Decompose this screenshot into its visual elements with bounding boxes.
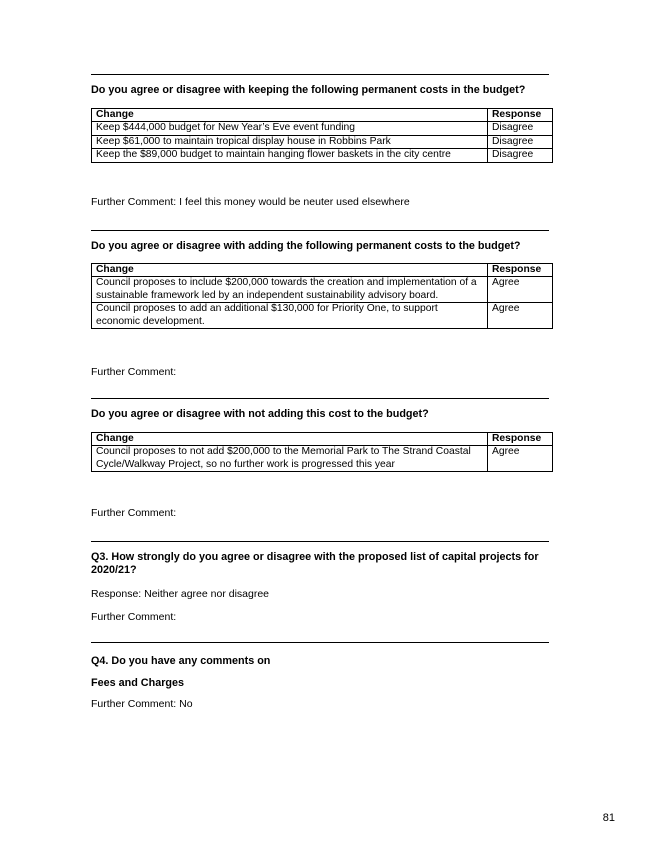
table-row — [92, 303, 553, 329]
section2-table — [91, 263, 553, 329]
response-header: Response — [488, 433, 553, 446]
section-divider — [91, 642, 549, 643]
change-cell: Council proposes to add an additional $130,000 for Priority One, to support economic development. — [92, 303, 488, 329]
table-header-row — [92, 109, 553, 122]
section-divider — [91, 541, 549, 542]
section1-comment: Further Comment: I feel this money would be neuter used elsewhere — [91, 196, 410, 208]
q4-subheading: Fees and Charges — [91, 677, 185, 689]
response-header: Response — [488, 264, 553, 277]
table-row — [92, 135, 553, 148]
table-header-row — [92, 264, 553, 277]
response-cell: Agree — [488, 303, 553, 329]
response-cell: Agree — [488, 277, 553, 303]
section-divider — [91, 230, 549, 231]
q4-question: Q4. Do you have any comments on — [91, 655, 271, 667]
section-divider — [91, 398, 549, 399]
q4-comment: Further Comment: No — [91, 698, 193, 710]
section2-question: Do you agree or disagree with adding the following permanent costs to the budget? — [91, 240, 521, 252]
page-number: 81 — [602, 812, 615, 824]
table-row — [92, 149, 553, 162]
table-header-row — [92, 433, 553, 446]
change-cell: Keep $444,000 budget for New Year’s Eve event funding — [92, 122, 488, 135]
change-header: Change — [92, 109, 488, 122]
response-cell: Agree — [488, 446, 553, 472]
section3-table — [91, 432, 553, 472]
table-row — [92, 446, 553, 472]
q3-comment: Further Comment: — [91, 611, 177, 623]
change-cell: Council proposes to not add $200,000 to the Memorial Park to The Strand Coastal Cycle/Walkway Project, so no further work is progressed this year — [92, 446, 488, 472]
section3-comment: Further Comment: — [91, 507, 177, 519]
section-divider — [91, 74, 549, 75]
section3-question: Do you agree or disagree with not adding this cost to the budget? — [91, 408, 429, 420]
section1-table — [91, 108, 553, 163]
change-cell: Council proposes to include $200,000 towards the creation and implementation of a sustainable framework led by an independent sustainability advisory board. — [92, 277, 488, 303]
q3-response: Response: Neither agree nor disagree — [91, 588, 270, 600]
change-cell: Keep the $89,000 budget to maintain hanging flower baskets in the city centre — [92, 149, 488, 162]
response-cell: Disagree — [488, 149, 553, 162]
response-header: Response — [488, 109, 553, 122]
table-row — [92, 277, 553, 303]
table-row — [92, 122, 553, 135]
section2-comment: Further Comment: — [91, 366, 177, 378]
change-cell: Keep $61,000 to maintain tropical display house in Robbins Park — [92, 135, 488, 148]
change-header: Change — [92, 433, 488, 446]
q3-question: Q3. How strongly do you agree or disagree with the proposed list of capital projects for 2020/21? — [91, 551, 539, 576]
section1-question: Do you agree or disagree with keeping the following permanent costs in the budget? — [91, 84, 526, 96]
response-cell: Disagree — [488, 122, 553, 135]
response-cell: Disagree — [488, 135, 553, 148]
change-header: Change — [92, 264, 488, 277]
